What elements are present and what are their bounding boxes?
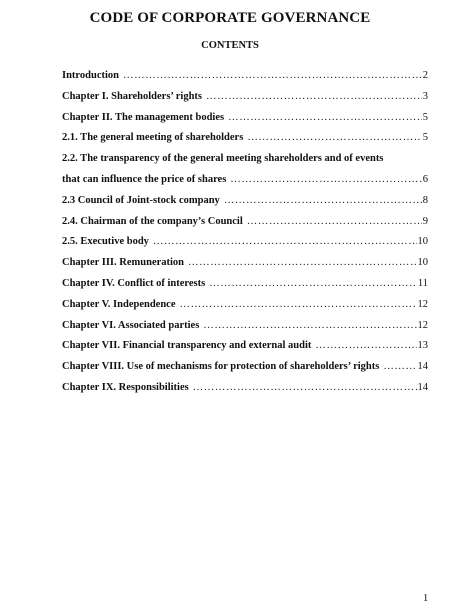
toc-entry-chapter-4 bbox=[62, 278, 428, 299]
toc-entry-title: Chapter V. Independence bbox=[62, 298, 176, 310]
toc-dot-leader bbox=[226, 174, 421, 185]
document-title: CODE OF CORPORATE GOVERNANCE bbox=[89, 10, 371, 26]
toc-entry-title: Chapter IV. Conflict of interests bbox=[62, 277, 206, 289]
toc-dot-leader bbox=[224, 112, 422, 123]
toc-entry-title: Chapter IX. Responsibilities bbox=[62, 381, 189, 393]
toc-entry-chapter-2 bbox=[62, 112, 428, 133]
toc-dot-leader bbox=[243, 216, 422, 227]
toc-dot-leader bbox=[202, 91, 422, 102]
toc-entry-chapter-6 bbox=[62, 320, 428, 341]
toc-entry-title: Chapter VII. Financial transparency and external audit bbox=[62, 340, 312, 352]
toc-entry-title: 2.3 Council of Joint-stock company bbox=[62, 194, 220, 206]
toc-entry-section-2-5 bbox=[62, 236, 428, 257]
toc-entry-page: 10 bbox=[417, 257, 428, 269]
toc-dot-leader bbox=[184, 257, 416, 268]
page-number: 1 bbox=[423, 593, 429, 604]
toc-entry-chapter-1 bbox=[62, 91, 428, 112]
contents-heading: CONTENTS bbox=[201, 40, 259, 51]
toc-entry-title: 2.1. The general meeting of shareholders bbox=[62, 132, 244, 144]
toc-dot-leader bbox=[243, 132, 421, 143]
toc-entry-title: 2.2. The transparency of the general meeting shareholders and of events bbox=[62, 153, 384, 165]
toc-entry-title: 2.4. Chairman of the company’s Council bbox=[62, 215, 243, 227]
toc-entry-page: 9 bbox=[422, 215, 428, 227]
toc-entry-page: 11 bbox=[417, 277, 428, 289]
toc-entry-chapter-8 bbox=[62, 361, 428, 382]
toc-entry-title: Chapter II. The management bodies bbox=[62, 111, 225, 123]
toc-entry-page: 12 bbox=[417, 319, 428, 331]
toc-dot-leader bbox=[199, 320, 416, 331]
toc-entry-introduction bbox=[62, 70, 428, 91]
toc-entry-title: Chapter I. Shareholders’ rights bbox=[62, 90, 203, 102]
toc-entry-title: Introduction bbox=[62, 70, 119, 81]
table-of-contents bbox=[62, 70, 428, 403]
toc-entry-section-2-2 bbox=[62, 153, 428, 174]
toc-dot-leader bbox=[189, 382, 417, 393]
toc-entry-title: Chapter VI. Associated parties bbox=[62, 319, 200, 331]
toc-dot-leader bbox=[175, 299, 416, 310]
toc-dot-leader bbox=[220, 195, 422, 206]
toc-entry-page: 8 bbox=[422, 194, 428, 206]
toc-entry-chapter-9 bbox=[62, 382, 428, 403]
toc-dot-leader bbox=[311, 340, 416, 351]
toc-entry-section-2-1 bbox=[62, 132, 428, 153]
toc-entry-chapter-3 bbox=[62, 257, 428, 278]
toc-dot-leader bbox=[149, 236, 417, 247]
toc-entry-page: 3 bbox=[422, 90, 428, 102]
toc-entry-page: 12 bbox=[417, 298, 428, 310]
toc-entry-page: 13 bbox=[417, 340, 428, 352]
toc-entry-page: 6 bbox=[422, 173, 428, 185]
toc-entry-title: 2.5. Executive body bbox=[62, 236, 149, 248]
toc-dot-leader bbox=[379, 361, 416, 372]
toc-entry-page: 14 bbox=[417, 381, 428, 393]
toc-entry-section-2-4 bbox=[62, 216, 428, 237]
toc-entry-page: 5 bbox=[422, 111, 428, 123]
toc-entry-section-2-3 bbox=[62, 195, 428, 216]
toc-entry-title: that can influence the price of shares bbox=[62, 173, 227, 185]
toc-entry-page: 10 bbox=[417, 236, 428, 248]
toc-entry-page: 2 bbox=[422, 70, 428, 81]
toc-entry-section-2-2-cont bbox=[62, 174, 428, 195]
toc-dot-leader bbox=[119, 70, 422, 81]
toc-entry-chapter-7 bbox=[62, 340, 428, 361]
toc-dot-leader bbox=[205, 278, 417, 289]
toc-entry-chapter-5 bbox=[62, 299, 428, 320]
toc-entry-page: 5 bbox=[422, 132, 428, 144]
toc-entry-title: Chapter III. Remuneration bbox=[62, 257, 185, 269]
toc-entry-page: 14 bbox=[417, 361, 428, 373]
toc-entry-title: Chapter VIII. Use of mechanisms for protection of shareholders’ rights bbox=[62, 361, 380, 373]
